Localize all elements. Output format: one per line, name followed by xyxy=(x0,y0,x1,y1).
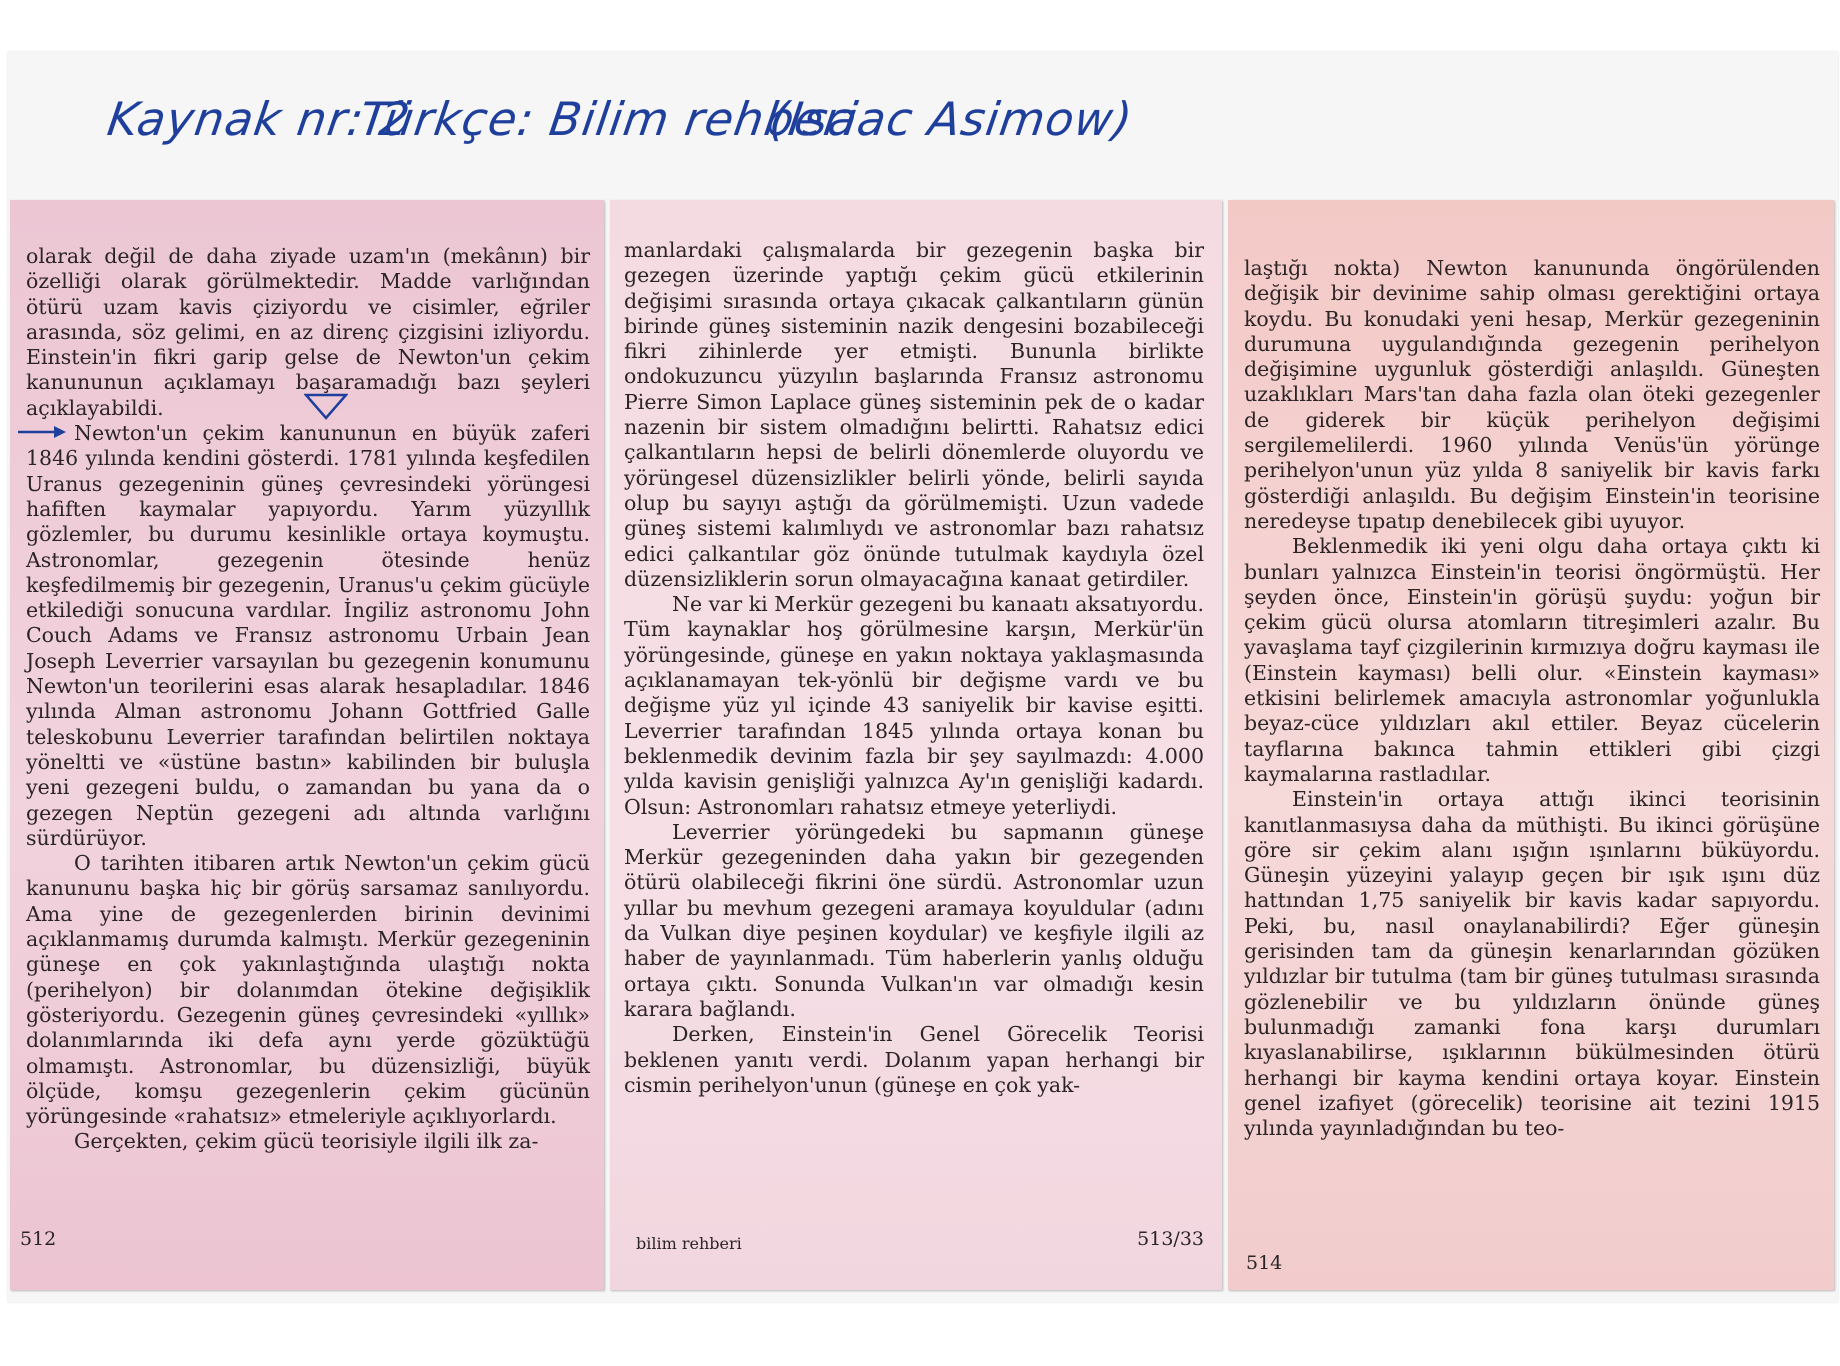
page-column-513 xyxy=(610,200,1222,1290)
column-text xyxy=(26,244,590,1155)
paragraph: Beklenmedik iki yeni olgu daha ortaya çıktı ki bunları yalnızca Einstein'in teorisi öngörmüştü. Her şeyden önce, Einstein'in görüşü şuydu: yoğun bir çekim gücü olursa atomların titreşimleri azalır. Bu yavaşlama tayf çizgilerinin kırmızıya doğru kayması ile (Einstein kayması) belli olur. «Einstein kayması» etkisini belirlemek amacıyla astronomlar yoğunlukla beyaz-cüce yıldızları akıl ettiler. Beyaz cücelerin tayflarına bakınca tahmin ettikleri gibi çizgi kaymalarına rastladılar. xyxy=(1244,534,1820,786)
page-number: 513/33 xyxy=(1137,1228,1204,1250)
handwritten-author: (Isaac Asimow) xyxy=(766,92,1137,146)
running-footer-title: bilim rehberi xyxy=(636,1234,742,1253)
paragraph: Leverrier yörüngedeki bu sapmanın güneşe Merkür gezegeninden daha yakın bir gezegenden ötürü olabileceği fikrini öne sürdü. Astronomlar uzun yıllar bu mevhum gezegeni aramaya koyuldular (adını da Vulkan diye peşinen koydular) ve keşfiyle ilgili az haber de yayınlanmadı. Tüm haberlerin yanlış olduğu ortaya çıktı. Sonunda Vulkan'ın var olmadığı kesin karara bağlandı. xyxy=(624,819,1204,1021)
paragraph: laştığı nokta) Newton kanununda öngörülenden değişik bir devinime sahip olması gerektiğini ortaya koydu. Bu konudaki yeni hesap, Merkür gezegeninin durumuna uygulandığında gezegenin perihelyon değişimine uygunluk gösterdiği anlaşıldı. Güneşten uzaklıkları Mars'tan daha fazla olan öteki gezegenler de giderek bir küçük perihelyon değişimi sergilemelilerdi. 1960 yılında Venüs'ün yörünge perihelyon'unun yüz yılda 8 saniyelik bir kavis farkı gösterdiği anlaşıldı. Bu değişim Einstein'in teorisine neredeyse tıpatıp denebilecek gibi uyuyor. xyxy=(1244,256,1820,533)
paragraph: Ne var ki Merkür gezegeni bu kanaatı aksatıyordu. Tüm kaynaklar hoş görülmesine karşın, Merkür'ün yörüngesinde, güneşe en yakın noktaya yaklaşmasında açıklanamayan tek-yönlü bir değişme vardı ve bu değişme yüz yıl içinde 43 saniyelik bir kavise eşitti. Leverrier tarafından 1845 yılında ortaya konan bu beklenmedik devinim fazla bir şey sayılmazdı: 4.000 yılda kavisin genişliği yalnızca Ay'ın genişliği kadardı. Olsun: Astronomları rahatsız etmeye yeterliydi. xyxy=(624,592,1204,819)
handwritten-title: Türkçe: Bilim rehberi xyxy=(356,92,862,146)
page-column-512 xyxy=(10,200,604,1290)
handwritten-source-number: Kaynak nr: 2 xyxy=(104,92,414,146)
column-text xyxy=(624,238,1204,1098)
paragraph: Newton'un çekim kanununun en büyük zaferi 1846 yılında kendini gösterdi. 1781 yılında keşfedilen Uranus gezegeninin güneş çevresindeki yörüngesi hafiften kaymalar yapıyordu. Yarım yüzyıllık gözlemler, bu durumu kesinlikle ortaya koymuştu. Astronomlar, gezegenin ötesinde henüz keşfedilmemiş bir gezegenin, Uranus'u çekim gücüyle etkilediği sonucuna vardılar. İngiliz astronomu John Couch Adams ve Fransız astronomu Urbain Jean Joseph Leverrier varsayılan bu gezegenin konumunu Newton'un teorilerini esas alarak hesapladılar. 1846 yılında Alman astronomu Johann Gottfried Galle teleskobunu Leverrier tarafından belirtilen noktaya yöneltti ve «üstüne bastın» kabilinden bir buluşla yeni gezegeni buldu, o zamandan bu yana da o gezegen Neptün gezegeni adı altında varlığını sürdürüyor. xyxy=(26,421,590,850)
paragraph: Derken, Einstein'in Genel Görecelik Teorisi beklenen yanıtı verdi. Dolanım yapan herhangi bir cismin perihelyon'unun (güneşe en çok yak- xyxy=(624,1022,1204,1097)
column-text xyxy=(1244,256,1820,1141)
page-column-514 xyxy=(1228,200,1834,1290)
page-number: 514 xyxy=(1246,1252,1283,1274)
paragraph: Gerçekten, çekim gücü teorisiyle ilgili ilk za- xyxy=(74,1129,539,1154)
paragraph: manlardaki çalışmalarda bir gezegenin başka bir gezegen üzerinde yaptığı çekim gücü etkilerinin değişimi sırasında ortaya çıkacak çalkantıların günün birinde güneş sisteminin nazik dengesini bozabileceği fikri zihinlerde yer etmişti. Bununla birlikte ondokuzuncu yüzyılın başlarında Fransız astronomu Pierre Simon Laplace güneş sisteminin pek de o kadar nazenin bir sistem olmadığını belirtti. Rahatsız edici çalkantıların hepsi de belirli dönemlerde oluyordu ve yörüngesel düzensizlikler belirli yönde, belirli sayıda olup bu sayıyı aştığı da görülmemişti. Uzun vadede güneş sistemi kalımlıydı ve astronomlar bazı rahatsız edici çalkantılar göz önünde tutulmak kaydıyla özel düzensizliklerin sorun olmayacağına kanaat getirdiler. xyxy=(624,238,1204,591)
page-number: 512 xyxy=(20,1228,57,1250)
paragraph: olarak değil de daha ziyade uzam'ın (mekânın) bir özelliği olarak görülmektedir. Madde varlığından ötürü uzam kavis çiziyordu ve cisimler, eğriler arasında, söz gelimi, en az direnç çizgisini izliyordu. Einstein'in fikri garip gelse de Newton'un çekim kanununun açıklamayı başaramadığı bazı şeyleri açıklayabildi. xyxy=(26,244,590,420)
paragraph: O tarihten itibaren artık Newton'un çekim gücü kanununu başka hiç bir görüş sarsamaz sanılıyordu. Ama yine de gezegenlerden birinin devinimi açıklanmamış durumda kalmıştı. Merkür gezegeninin güneşe en çok yakınlaştığında ulaştığı nokta (perihelyon) bir dolanımdan ötekine değişiklik gösteriyordu. Gezegenin güneş çevresindeki «yıllık» dolanımlarında iki defa aynı yerde gözüktüğü olmamıştı. Astronomlar, bu düzensizliği, büyük ölçüde, komşu gezegenlerin çekim gücünün yörüngesinde «rahatsız» etmeleriyle açıklıyorlardı. xyxy=(26,851,590,1129)
paragraph: Einstein'in ortaya attığı ikinci teorisinin kanıtlanmasıysa daha da müthişti. Bu ikinci görüşüne göre sir çekim alanı ışığın ışınlarını büküyordu. Güneşin yüzeyini yalayıp geçen bir ışık ışını düz hattından 1,75 saniyelik bir kavis kadar sapıyordu. Peki, bu, nasıl onaylanabilirdi? Eğer güneşin gerisinden tam da güneşin kenarlarından gözüken yıldızlar bir tutulma (tam bir güneş tutulması sırasında gözlenebilir ve bu yıldızların önünde güneş bulunmadığı zamanki fona karşı durumları kıyaslanabilirse, ışıklarının bükülmesinden ötürü herhangi bir kayma kendini ortaya koyar. Einstein genel izafiyet (görecelik) teorisine ait tezini 1915 yılında yayınladığından bu teo- xyxy=(1244,787,1820,1141)
